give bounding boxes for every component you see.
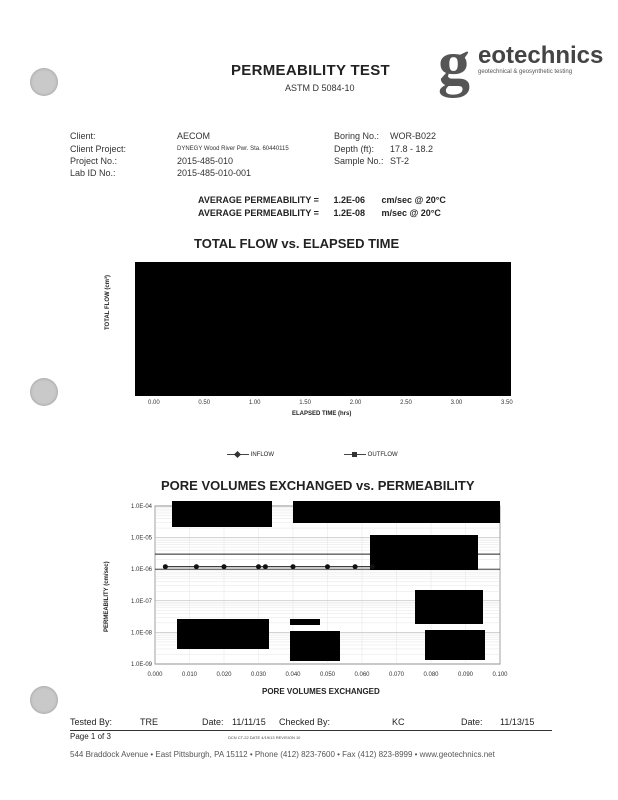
permeability-point [263,564,268,569]
redaction-block [415,590,483,624]
logo-text: eotechnics [478,42,604,69]
average-label: AVERAGE PERMEABILITY = [198,208,319,218]
redaction-block [290,619,320,625]
x-tick-label: 0.020 [216,672,232,678]
date-value: 11/11/15 [232,717,266,727]
average-value: 1.2E-08 [333,208,365,218]
depth-label: Depth (ft): [334,144,375,154]
flow-chart-ylabel: TOTAL FLOW (cm³) [105,275,111,330]
client-value: AECOM [177,131,211,141]
y-tick-label: 1.0E-08 [130,630,152,637]
redaction-block [293,501,500,523]
flow-x-tick-label: 3.00 [450,400,463,406]
project-no-value: 2015-485-010 [177,156,234,166]
y-tick-label: 1.0E-09 [130,662,152,668]
company-address: 544 Braddock Avenue • East Pittsburgh, PA 15112 • Phone (412) 823-7600 • Fax (412) 823-8999 • www.geotechnics.net [70,750,495,759]
flow-x-tick-label: 3.50 [501,400,513,406]
y-tick-label: 1.0E-04 [130,504,152,510]
x-tick-label: 0.100 [492,672,508,678]
permeability-point [222,564,227,569]
redaction-block [172,501,272,527]
flow-x-tick-label: 1.50 [299,400,311,406]
average-permeability-row [198,208,441,218]
boring-value: WOR-B022 [390,131,437,141]
tested-by-value: TRE [140,717,158,727]
permeability-chart-title: PORE VOLUMES EXCHANGED vs. PERMEABILITY [161,478,475,493]
company-logo [438,27,604,104]
permeability-chart [100,498,510,703]
x-tick-label: 0.000 [147,672,163,678]
outflow-line-icon [344,454,366,455]
x-tick-label: 0.090 [457,672,474,678]
x-tick-label: 0.060 [354,672,370,678]
permeability-point [325,564,330,569]
y-tick-label: 1.0E-05 [130,535,152,542]
checked-by-value: KC [392,717,405,727]
lab-id-value: 2015-485-010-001 [177,168,252,178]
flow-x-tick-label: 0.00 [148,400,160,406]
flow-x-tick-label: 2.50 [400,400,412,406]
lab-id-label: Lab ID No.: [70,168,116,178]
legend-inflow [227,452,274,458]
date-value: 11/13/15 [500,717,535,727]
inflow-line-icon [227,454,249,455]
average-label: AVERAGE PERMEABILITY = [198,195,319,205]
legend-outflow-label: OUTFLOW [367,452,398,458]
x-tick-label: 0.080 [423,672,439,678]
average-unit: m/sec @ 20°C [381,208,441,218]
flow-chart-xlabel: ELAPSED TIME (hrs) [292,411,352,417]
flow-chart-title: TOTAL FLOW vs. ELAPSED TIME [194,236,400,251]
tested-by-label: Tested By: [70,717,113,727]
permeability-point [353,564,358,569]
binder-hole-bottom [30,686,58,714]
depth-value: 17.8 - 18.2 [390,144,434,154]
average-value: 1.2E-06 [333,195,365,205]
flow-chart-plot-area [135,262,511,396]
flow-x-tick-label: 1.00 [248,400,261,406]
client-label: Client: [70,131,96,141]
sample-label: Sample No.: [334,156,384,166]
redaction-block [370,535,478,570]
redaction-block [425,630,485,660]
permeability-chart-xlabel: PORE VOLUMES EXCHANGED [262,687,380,696]
permeability-point [163,564,168,569]
binder-hole-middle [30,378,58,406]
page-title: PERMEABILITY TEST [231,62,391,79]
permeability-point [370,564,375,569]
boring-label: Boring No.: [334,131,380,141]
average-unit: cm/sec @ 20°C [381,195,446,205]
client-project-label: Client Project: [70,144,127,154]
binder-hole-top [30,68,58,96]
project-no-label: Project No.: [70,156,118,166]
x-tick-label: 0.070 [388,672,405,678]
permeability-point [256,564,261,569]
x-tick-label: 0.050 [319,672,336,678]
redaction-block [177,619,269,649]
x-tick-label: 0.010 [181,672,198,678]
date-label: Date: [461,717,483,727]
logo-letter: g [438,27,470,98]
legend-outflow [344,452,398,458]
permeability-point [194,564,199,569]
standard-reference: ASTM D 5084-10 [285,83,355,93]
sample-value: ST-2 [390,156,410,166]
legend-inflow-label: INFLOW [250,452,275,458]
flow-x-tick-label: 2.00 [349,400,362,406]
permeability-point [291,564,296,569]
x-tick-label: 0.030 [250,672,267,678]
average-permeability-row [198,195,446,205]
client-project-value: DYNEGY Wood River Pwr. Sta. 60440115 [177,146,289,152]
y-tick-label: 1.0E-07 [130,598,152,605]
logo-tagline: geotechnical & geosynthetic testing [478,69,573,75]
permeability-chart-ylabel: PERMEABILITY (cm/sec) [104,561,110,632]
redaction-block [290,631,340,661]
document-reference: DCN CT-22 DATE 4/19/13 REVISION 10 [228,735,301,740]
checked-by-label: Checked By: [279,717,331,727]
x-tick-label: 0.040 [285,672,301,678]
date-label: Date: [202,717,224,727]
page-number: Page 1 of 3 [70,732,111,741]
flow-x-tick-label: 0.50 [198,400,211,406]
footer-divider [70,730,552,731]
y-tick-label: 1.0E-06 [130,567,152,574]
